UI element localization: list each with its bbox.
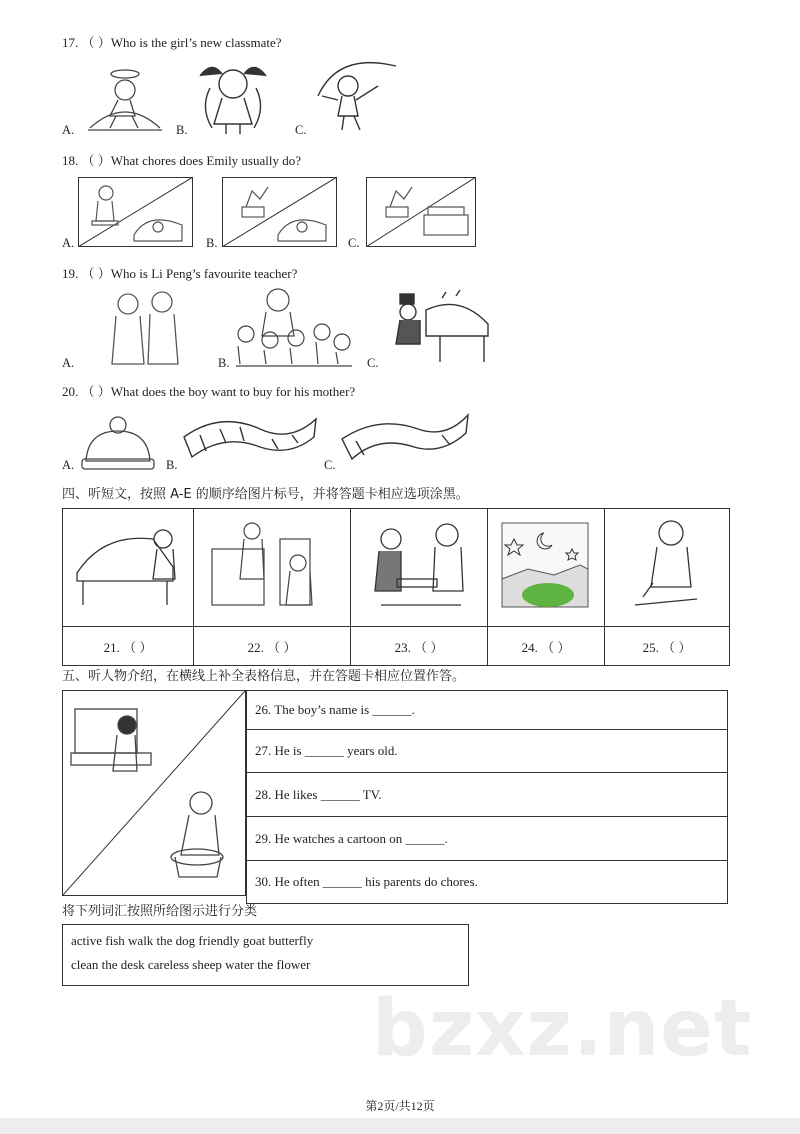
option-18-a[interactable]: A. — [62, 236, 75, 250]
option-19-a[interactable]: A. — [62, 356, 75, 370]
two-teachers-image — [104, 288, 186, 368]
answer-22[interactable]: 22. （ ） — [194, 627, 351, 666]
option-20-c[interactable]: C. — [324, 458, 336, 472]
row-27[interactable]: 27. He is ______ years old. — [247, 730, 728, 773]
option-17-b[interactable]: B. — [176, 123, 188, 137]
option-17-c[interactable]: C. — [295, 123, 307, 137]
scarf-image-b — [180, 407, 320, 471]
drawing-boy-cell — [605, 509, 730, 627]
word-line-1: active fish walk the dog friendly goat butterfly — [71, 933, 314, 948]
option-20-b[interactable]: B. — [166, 458, 178, 472]
answer-25[interactable]: 25. （ ） — [605, 627, 730, 666]
night-scene-cell — [488, 509, 605, 627]
page-bottom-edge — [0, 1118, 800, 1134]
option-17-a[interactable]: A. — [62, 123, 75, 137]
answer-21[interactable]: 21. （ ） — [63, 627, 194, 666]
classify-title: 将下列词汇按照所给图示进行分类 — [62, 904, 258, 919]
question-18: 18. （ ）What chores does Emily usually do? — [62, 153, 302, 168]
question-17: 17. （ ）Who is the girl’s new classmate? — [62, 35, 282, 50]
option-18-c[interactable]: C. — [348, 236, 360, 250]
answer-24[interactable]: 24. （ ） — [488, 627, 605, 666]
chess-scene-cell — [351, 509, 488, 627]
page-number: 第2页/共12页 — [365, 1099, 435, 1113]
option-19-c[interactable]: C. — [367, 356, 379, 370]
section-5-table — [62, 690, 728, 896]
section-5-title: 五、听人物介绍，在横线上补全表格信息，并在答题卡相应位置作答。 — [62, 669, 466, 684]
answer-23[interactable]: 23. （ ） — [351, 627, 488, 666]
option-20-a[interactable]: A. — [62, 458, 75, 472]
girl-pigtails-image — [192, 58, 274, 138]
section-4-title: 四、听短文，按照 A-E 的顺序给图片标号，并将答题卡相应选项涂黑。 — [62, 487, 469, 502]
row-28[interactable]: 28. He likes ______ TV. — [247, 773, 728, 817]
boy-info-table — [246, 690, 728, 904]
watermark: bzxz.net — [372, 984, 753, 1074]
row-29[interactable]: 29. He watches a cartoon on ______. — [247, 817, 728, 861]
piano-scene-cell — [63, 509, 194, 627]
row-26[interactable]: 26. The boy’s name is ______. — [247, 691, 728, 730]
kitchen-scene-cell — [194, 509, 351, 627]
chores-image-c — [366, 177, 476, 247]
section-4-table — [62, 508, 730, 666]
chores-image-a — [78, 177, 193, 247]
option-18-b[interactable]: B. — [206, 236, 218, 250]
singing-class-image — [230, 286, 358, 368]
question-20: 20. （ ）What does the boy want to buy for his mother? — [62, 384, 356, 399]
option-19-b[interactable]: B. — [218, 356, 230, 370]
hat-image — [78, 415, 156, 471]
row-30[interactable]: 30. He often ______ his parents do chores. — [247, 861, 728, 904]
chores-image-b — [222, 177, 337, 247]
girl-skipping-image — [308, 56, 400, 136]
girl-jumping-image — [80, 66, 170, 136]
word-line-2: clean the desk careless sheep water the flower — [71, 957, 311, 972]
boy-pictures-cell — [62, 690, 246, 896]
word-box — [62, 924, 469, 986]
scarf-image-c — [338, 405, 472, 469]
question-19: 19. （ ）Who is Li Peng’s favourite teacher? — [62, 266, 298, 281]
piano-player-image — [380, 290, 492, 364]
